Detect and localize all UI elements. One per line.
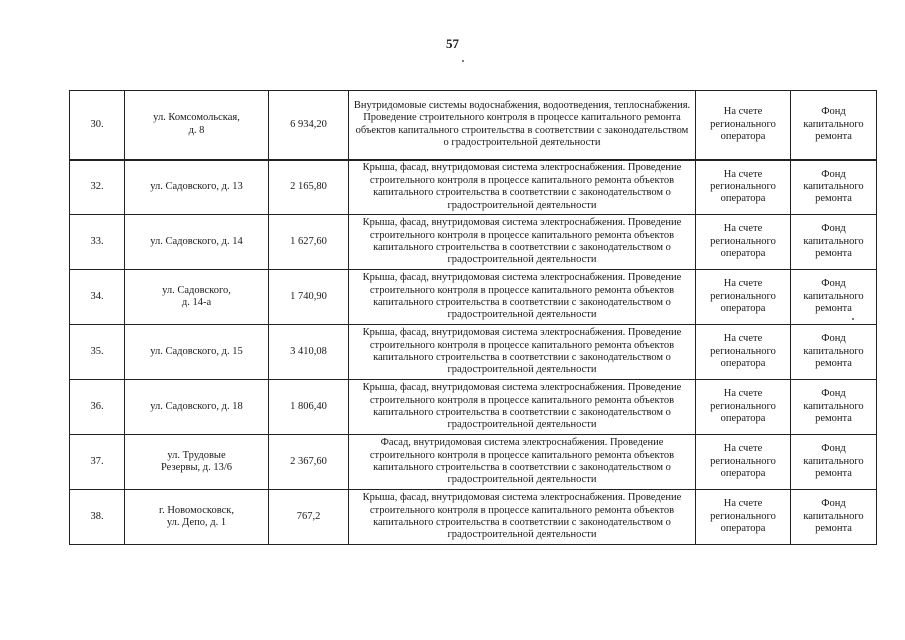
works-description: Фасад, внутридомовая система электроснабжения. Проведение строительного контроля в процессе капитального ремонта объектов капитального строительства в соответствии с законодательством о градостроительной деятельности: [369, 437, 675, 486]
table-row: [70, 325, 877, 380]
area-value-cell: [269, 490, 349, 545]
funding-source: Фонд капитального ремонта: [803, 498, 864, 535]
works-description: Внутридомовые системы водоснабжения, водоотведения, теплоснабжения. Проведение строительного контроля в процессе капитального ремонта объектов капитального строительства в соответствии с законодательством о градостроительной деятельности: [353, 99, 691, 149]
area-value: 3 410,08: [290, 345, 327, 357]
funding-source: Фонд капитального ремонта: [803, 388, 864, 425]
row-number-cell: [70, 325, 125, 380]
account-type: На счете регионального оператора: [710, 333, 776, 370]
works-description-cell: [349, 490, 696, 545]
funding-source-cell: [791, 215, 877, 270]
address: ул. Садовского, д. 18: [150, 400, 243, 412]
address: ул. Садовского, д. 14: [150, 235, 243, 247]
repair-works-table: [69, 90, 877, 545]
account-type: На счете регионального оператора: [710, 168, 776, 205]
area-value: 767,2: [296, 510, 321, 522]
funding-source-cell: [791, 435, 877, 490]
address: ул. Садовского, д. 15: [150, 345, 243, 357]
account-type: На счете регионального оператора: [710, 443, 776, 480]
table-row: [70, 380, 877, 435]
row-number: 35.: [90, 345, 104, 357]
works-description-cell: [349, 160, 696, 215]
funding-source: Фонд капитального ремонта: [803, 106, 864, 142]
row-number: 36.: [90, 400, 104, 412]
address-cell: [125, 91, 269, 160]
funding-source: Фонд капитального ремонта: [803, 223, 864, 260]
scan-speck: [462, 60, 464, 62]
area-value-cell: [269, 91, 349, 160]
funding-source: Фонд капитального ремонта: [803, 168, 864, 205]
area-value-cell: [269, 270, 349, 325]
area-value: 2 165,80: [290, 181, 327, 193]
works-description: Крыша, фасад, внутридомовая система электроснабжения. Проведение строительного контроля в процессе капитального ремонта объектов капитального строительства в соответствии с законодательством о градостроительной деятельности: [362, 327, 682, 376]
table-row: [70, 490, 877, 545]
account-type-cell: [696, 91, 791, 160]
funding-source-cell: [791, 380, 877, 435]
funding-source-cell: [791, 91, 877, 160]
table-body: [70, 91, 877, 545]
row-number-cell: [70, 380, 125, 435]
account-type: На счете регионального оператора: [710, 223, 776, 260]
works-description-cell: [349, 380, 696, 435]
funding-source-cell: [791, 490, 877, 545]
funding-source-cell: [791, 270, 877, 325]
works-description-cell: [349, 91, 696, 160]
row-number-cell: [70, 435, 125, 490]
address-cell: [125, 270, 269, 325]
area-value-cell: [269, 160, 349, 215]
account-type-cell: [696, 215, 791, 270]
works-description-cell: [349, 215, 696, 270]
area-value-cell: [269, 325, 349, 380]
address-cell: [125, 380, 269, 435]
row-number-cell: [70, 91, 125, 160]
works-description-cell: [349, 435, 696, 490]
address-cell: [125, 160, 269, 215]
account-type: На счете регионального оператора: [710, 388, 776, 425]
row-number-cell: [70, 270, 125, 325]
works-description: Крыша, фасад, внутридомовая система электроснабжения. Проведение строительного контроля в процессе капитального ремонта объектов капитального строительства в соответствии с законодательством о градостроительной деятельности: [362, 492, 682, 541]
account-type: На счете регионального оператора: [710, 498, 776, 535]
table-row: [70, 91, 877, 160]
works-description: Крыша, фасад, внутридомовая система электроснабжения. Проведение строительного контроля в процессе капитального ремонта объектов капитального строительства в соответствии с законодательством о градостроительной деятельности: [362, 217, 682, 266]
table-row: [70, 435, 877, 490]
works-description-cell: [349, 270, 696, 325]
funding-source-cell: [791, 325, 877, 380]
area-value: 6 934,20: [290, 118, 327, 130]
funding-source: Фонд капитального ремонта: [803, 443, 864, 480]
address: ул. Садовского, д. 14-а: [162, 284, 231, 308]
table-row: [70, 215, 877, 270]
works-description: Крыша, фасад, внутридомовая система электроснабжения. Проведение строительного контроля в процессе капитального ремонта объектов капитального строительства в соответствии с законодательством о градостроительной деятельности: [362, 162, 682, 211]
address: ул. Трудовые Резервы, д. 13/6: [160, 449, 233, 473]
page-number: 57: [446, 36, 459, 51]
row-number: 38.: [90, 510, 104, 522]
address-cell: [125, 325, 269, 380]
area-value-cell: [269, 435, 349, 490]
address: г. Новомосковск, ул. Депо, д. 1: [158, 504, 235, 528]
row-number-cell: [70, 215, 125, 270]
row-number-cell: [70, 160, 125, 215]
row-number: 37.: [90, 455, 104, 467]
address: ул. Комсомольская, д. 8: [153, 112, 240, 136]
account-type-cell: [696, 380, 791, 435]
row-number: 30.: [90, 118, 104, 130]
area-value-cell: [269, 215, 349, 270]
area-value: 2 367,60: [290, 455, 327, 467]
row-number: 32.: [90, 181, 104, 193]
area-value: 1 740,90: [290, 290, 327, 302]
funding-source-cell: [791, 160, 877, 215]
account-type: На счете регионального оператора: [710, 278, 776, 315]
row-number-cell: [70, 490, 125, 545]
address: ул. Садовского, д. 13: [150, 181, 243, 193]
row-number: 33.: [90, 235, 104, 247]
area-value: 1 806,40: [290, 400, 327, 412]
account-type-cell: [696, 435, 791, 490]
row-number: 34.: [90, 290, 104, 302]
works-description: Крыша, фасад, внутридомовая система электроснабжения. Проведение строительного контроля в процессе капитального ремонта объектов капитального строительства в соответствии с законодательством о градостроительной деятельности: [362, 382, 682, 431]
area-value-cell: [269, 380, 349, 435]
account-type-cell: [696, 270, 791, 325]
works-description: Крыша, фасад, внутридомовая система электроснабжения. Проведение строительного контроля в процессе капитального ремонта объектов капитального строительства в соответствии с законодательством о градостроительной деятельности: [362, 272, 682, 321]
area-value: 1 627,60: [290, 235, 327, 247]
account-type-cell: [696, 490, 791, 545]
works-description-cell: [349, 325, 696, 380]
account-type-cell: [696, 325, 791, 380]
funding-source: Фонд капитального ремонта: [803, 278, 864, 315]
funding-source: Фонд капитального ремонта: [803, 333, 864, 370]
address-cell: [125, 215, 269, 270]
address-cell: [125, 435, 269, 490]
table-row: [70, 160, 877, 215]
account-type: На счете регионального оператора: [710, 106, 776, 142]
table-row: [70, 270, 877, 325]
account-type-cell: [696, 160, 791, 215]
address-cell: [125, 490, 269, 545]
